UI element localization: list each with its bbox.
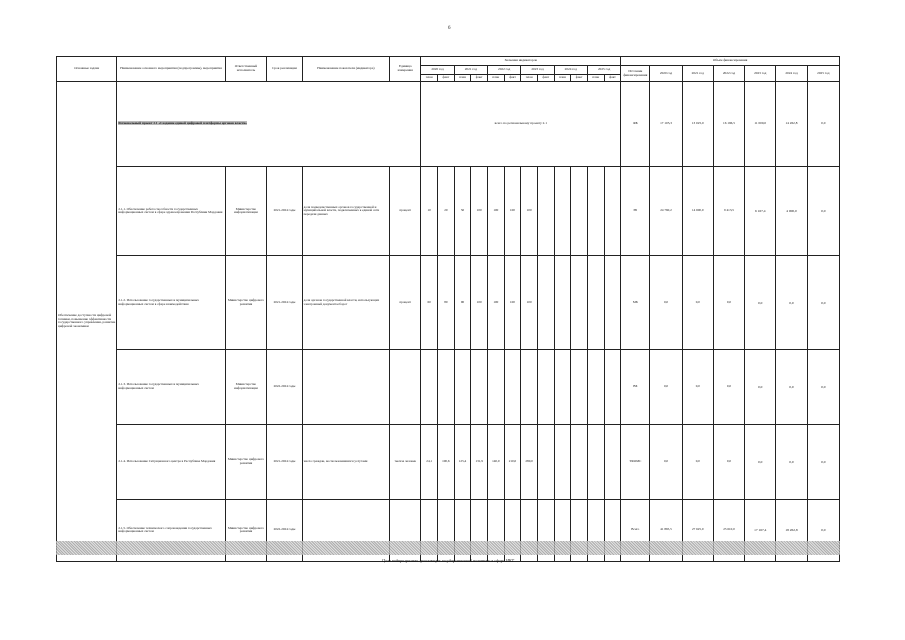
target-value: 24,1 — [421, 424, 438, 499]
target-value: 100 — [521, 167, 538, 256]
finance-value: 0,0 — [713, 424, 744, 499]
finance-total: 17 167,4 — [745, 499, 776, 561]
finance-value: 0,0 — [650, 424, 682, 499]
target-value: 100 — [487, 167, 504, 256]
header-fact: факт — [471, 74, 488, 81]
finance-value: 0,0 — [650, 350, 682, 425]
header-event: Наименование основного мероприятия (подпрограммы), мероприятия — [117, 57, 225, 82]
finance-value: 24 760,2 — [650, 167, 682, 256]
header-year: 2020 год — [421, 66, 454, 74]
header-indicator: Наименование показателя (индикатора) — [302, 57, 389, 82]
event-name: 2.1.4. Использование Ситуационного центра в Республике Мордовия — [117, 424, 225, 499]
header-fin-year: 2021 год — [682, 66, 713, 82]
header-targets: Значения индикаторов — [421, 57, 621, 66]
finance-value: 0,0 — [807, 167, 839, 256]
finance-value: 0,0 — [776, 350, 807, 425]
section-title-text: Региональный проект 2.1 «Создание единой цифровой платформы органов власти» — [118, 121, 247, 126]
finance-value: 0,0 — [650, 256, 682, 350]
event-unit: тысяча человек — [390, 424, 421, 499]
event-executor: Министерство цифрового развития — [225, 424, 267, 499]
header-year: 2023 год — [521, 66, 554, 74]
header-term: Срок реализации — [267, 57, 302, 82]
header-plan: план — [487, 74, 504, 81]
target-value: 60 — [421, 256, 438, 350]
finance-value: 0,0 — [807, 81, 839, 166]
header-fact: факт — [604, 74, 621, 81]
header-fin-year: 2020 год — [650, 66, 682, 82]
header-unit: Единица измерения — [390, 57, 421, 82]
finance-value: 11 000,0 — [745, 81, 776, 166]
event-name: 2.1.3. Использование государственных и муниципальных информационных систем — [117, 350, 225, 425]
target-value: 90 — [454, 256, 471, 350]
event-executor: Министерство цифрового развития — [225, 499, 267, 561]
program-table — [56, 56, 840, 562]
header-fin-year: 2023 год — [745, 66, 776, 82]
header-fact: факт — [504, 74, 521, 81]
finance-total: 18 262,8 — [776, 499, 807, 561]
finance-value: 14 262,8 — [776, 81, 807, 166]
header-finance: Объем финансирования — [621, 57, 840, 66]
target-value: 100 — [504, 256, 521, 350]
finance-value: 6 167,4 — [745, 167, 776, 256]
finance-value: 0,0 — [682, 256, 713, 350]
target-value: 100 — [487, 256, 504, 350]
target-value: 140,0 — [487, 424, 504, 499]
header-fact: факт — [571, 74, 588, 81]
target-value: 80 — [438, 256, 455, 350]
target-value: 10 — [421, 167, 438, 256]
finance-value: 0,0 — [713, 256, 744, 350]
target-value: 210,0 — [504, 424, 521, 499]
event-indicator: число граждан, воспользовавшихся услугами — [302, 424, 389, 499]
finance-value: 14 600,0 — [682, 167, 713, 256]
target-value: 131,9 — [471, 424, 488, 499]
header-plan: план — [421, 74, 438, 81]
target-value: 100 — [471, 167, 488, 256]
event-name: 2.1.2. Использование государственных и муниципальных информационных систем в сфере взаимодействия — [117, 256, 225, 350]
finance-value: 0,0 — [745, 424, 776, 499]
header-fact: факт — [537, 74, 554, 81]
header-fin-year: 2025 год — [807, 66, 839, 82]
finance-source: МБ — [621, 256, 650, 350]
event-indicator: доля органов государственной власти, использующих электронный документооборот — [302, 256, 389, 350]
finance-source: ТФОМС — [621, 424, 650, 499]
header-year: 2024 год — [554, 66, 587, 74]
target-value: 50 — [454, 167, 471, 256]
target-value: 20 — [438, 167, 455, 256]
header-executor: Ответственный исполнитель — [225, 57, 267, 82]
header-year: 2022 год — [487, 66, 520, 74]
event-term: 2021-2024 годы — [267, 167, 302, 256]
target-value: 125,4 — [454, 424, 471, 499]
event-name: 2.1.1. Обеспечение работоспособности государственных информационных систем в сфере здравоохранения Республики Мордовия — [117, 167, 225, 256]
header-source: Источник финансирования — [621, 66, 650, 82]
target-value: 100,6 — [438, 424, 455, 499]
bottom-note: Цели подпрограммы: реализация государственной политики в сфере ИКТ — [381, 558, 514, 563]
finance-value: 9 413,5 — [713, 167, 744, 256]
shaded-band — [56, 541, 840, 555]
finance-source: ВБ — [621, 350, 650, 425]
event-term: 2021-2024 годы — [267, 256, 302, 350]
header-year: 2025 год — [587, 66, 620, 74]
target-value: 100 — [471, 256, 488, 350]
event-executor: Министерство информатизации — [225, 350, 267, 425]
header-task: Основные задачи — [57, 57, 117, 82]
event-unit: процент — [390, 256, 421, 350]
finance-source-total: Всего — [621, 499, 650, 561]
page-number: 6 — [448, 26, 451, 31]
finance-value: 13 025,0 — [682, 81, 713, 166]
header-fin-year: 2022 год — [713, 66, 744, 82]
event-executor: Министерство цифрового развития — [225, 256, 267, 350]
finance-value: 0,0 — [807, 424, 839, 499]
header-fin-year: 2024 год — [776, 66, 807, 82]
event-unit: процент — [390, 167, 421, 256]
finance-value: 17 105,3 — [650, 81, 682, 166]
header-plan: план — [454, 74, 471, 81]
event-term: 2022-2024 годы — [267, 499, 302, 561]
task-cell: Обеспечение доступности цифровой техники, повышение эффективности государственного управления, развитие цифровой экономики — [57, 81, 117, 561]
finance-value: 0,0 — [745, 350, 776, 425]
finance-value: 0,0 — [807, 256, 839, 350]
finance-value: 0,0 — [713, 350, 744, 425]
section-note: всего по региональному проекту 2.1 — [421, 81, 621, 166]
header-plan: план — [587, 74, 604, 81]
header-year: 2021 год — [454, 66, 487, 74]
finance-total: 0,0 — [807, 499, 839, 561]
finance-value: 0,0 — [682, 350, 713, 425]
finance-value: 4 000,0 — [776, 167, 807, 256]
header-plan: план — [521, 74, 538, 81]
finance-value: 0,0 — [776, 424, 807, 499]
event-executor: Министерство информатизации — [225, 167, 267, 256]
finance-value: 0,0 — [776, 256, 807, 350]
finance-total: 27 625,0 — [682, 499, 713, 561]
target-value: 100 — [504, 167, 521, 256]
finance-source: ФБ — [621, 81, 650, 166]
finance-total: 25 610,0 — [713, 499, 744, 561]
finance-value: 0,0 — [745, 256, 776, 350]
target-value: 100 — [521, 256, 538, 350]
event-term: 2022-2024 годы — [267, 350, 302, 425]
section-title — [117, 81, 421, 166]
finance-value: 0,0 — [807, 350, 839, 425]
header-fact: факт — [438, 74, 455, 81]
event-indicator: доля подведомственных органов государственной и муниципальной власти, подключенных к единой сети передачи данных — [302, 167, 389, 256]
event-name: 2.1.5. Обеспечение технического сопровождения государственных информационных систем — [117, 499, 225, 561]
target-value: 280,0 — [521, 424, 538, 499]
finance-source: РБ — [621, 167, 650, 256]
finance-total: 41 865,5 — [650, 499, 682, 561]
finance-value: 16 196,5 — [713, 81, 744, 166]
finance-value: 0,0 — [682, 424, 713, 499]
header-plan: план — [554, 74, 571, 81]
event-term: 2021-2024 годы — [267, 424, 302, 499]
